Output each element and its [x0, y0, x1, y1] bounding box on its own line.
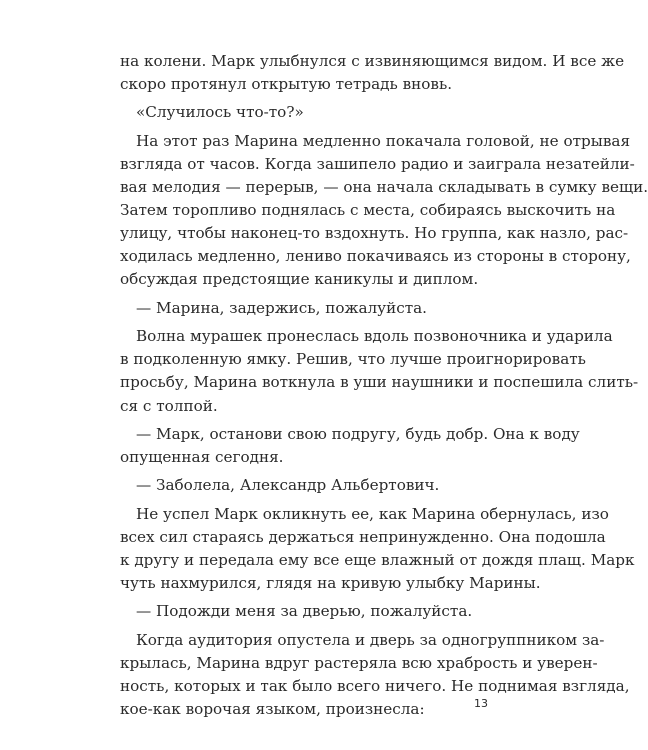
text-line: чуть нахмурился, глядя на кривую улыбку Марины.	[120, 574, 541, 593]
page-number: 13	[474, 697, 488, 710]
text-line: к другу и передала ему все еще влажный от дождя плащ. Марк	[120, 550, 635, 569]
text-line: вая мелодия — перерыв, — она начала складывать в сумку вещи.	[120, 178, 648, 197]
paragraph-4	[120, 297, 488, 320]
text-line: — Марк, останови свою подругу, будь добр. Она к воду	[136, 424, 580, 443]
paragraph-7	[120, 474, 488, 497]
text-line: просьбу, Марина воткнула в уши наушники и поспешила слить-	[120, 373, 639, 392]
text-line: Затем торопливо поднялась с места, собираясь выскочить на	[120, 201, 616, 220]
text-line: на колени. Марк улыбнулся с извиняющимся видом. И все же	[120, 52, 625, 70]
paragraph-10	[120, 629, 630, 721]
body-text	[120, 50, 648, 727]
text-line: Не успел Марк окликнуть ее, как Марина обернулась, изо	[136, 504, 609, 523]
paragraph-3	[120, 130, 648, 292]
text-line: На этот раз Марина медленно покачала головой, не отрывая	[136, 131, 631, 150]
text-line: Волна мурашек пронеслась вдоль позвоночника и ударила	[136, 327, 613, 346]
paragraph-6	[120, 423, 580, 469]
text-line: — Заболела, Александр Альбертович.	[136, 476, 440, 495]
paragraph-9	[120, 600, 488, 623]
text-line: ность, которых и так было всего ничего. Не поднимая взгляда,	[120, 677, 630, 696]
paragraph-8	[120, 503, 635, 595]
text-line: ся с толпой.	[120, 396, 218, 415]
text-line: в подколенную ямку. Решив, что лучше проигнорировать	[120, 350, 586, 369]
text-line: крылась, Марина вдруг растеряла всю храбрость и уверен-	[120, 653, 598, 672]
text-line: опущенная сегодня.	[120, 447, 284, 466]
text-line: кое-как ворочая языком, произнесла:	[120, 700, 425, 719]
text-line: обсуждая предстоящие каникулы и диплом.	[120, 270, 479, 289]
text-line: Когда аудитория опустела и дверь за одногруппником за-	[136, 630, 605, 649]
text-line: — Подожди меня за дверью, пожалуйста.	[136, 602, 473, 621]
paragraph-1	[120, 50, 625, 96]
text-line: взгляда от часов. Когда зашипело радио и заиграла незатейли-	[120, 154, 635, 173]
paragraph-2	[120, 101, 488, 124]
text-line: «Случилось что-то?»	[136, 103, 304, 122]
paragraph-5	[120, 325, 639, 417]
text-line: ходилась медленно, лениво покачиваясь из стороны в сторону,	[120, 247, 631, 266]
text-line: — Марина, задержись, пожалуйста.	[136, 298, 428, 317]
text-line: улицу, чтобы наконец-то вздохнуть. Но группа, как назло, рас-	[120, 224, 629, 243]
text-line: скоро протянул открытую тетрадь вновь.	[120, 75, 453, 94]
text-line: всех сил стараясь держаться непринужденно. Она подошла	[120, 527, 606, 546]
